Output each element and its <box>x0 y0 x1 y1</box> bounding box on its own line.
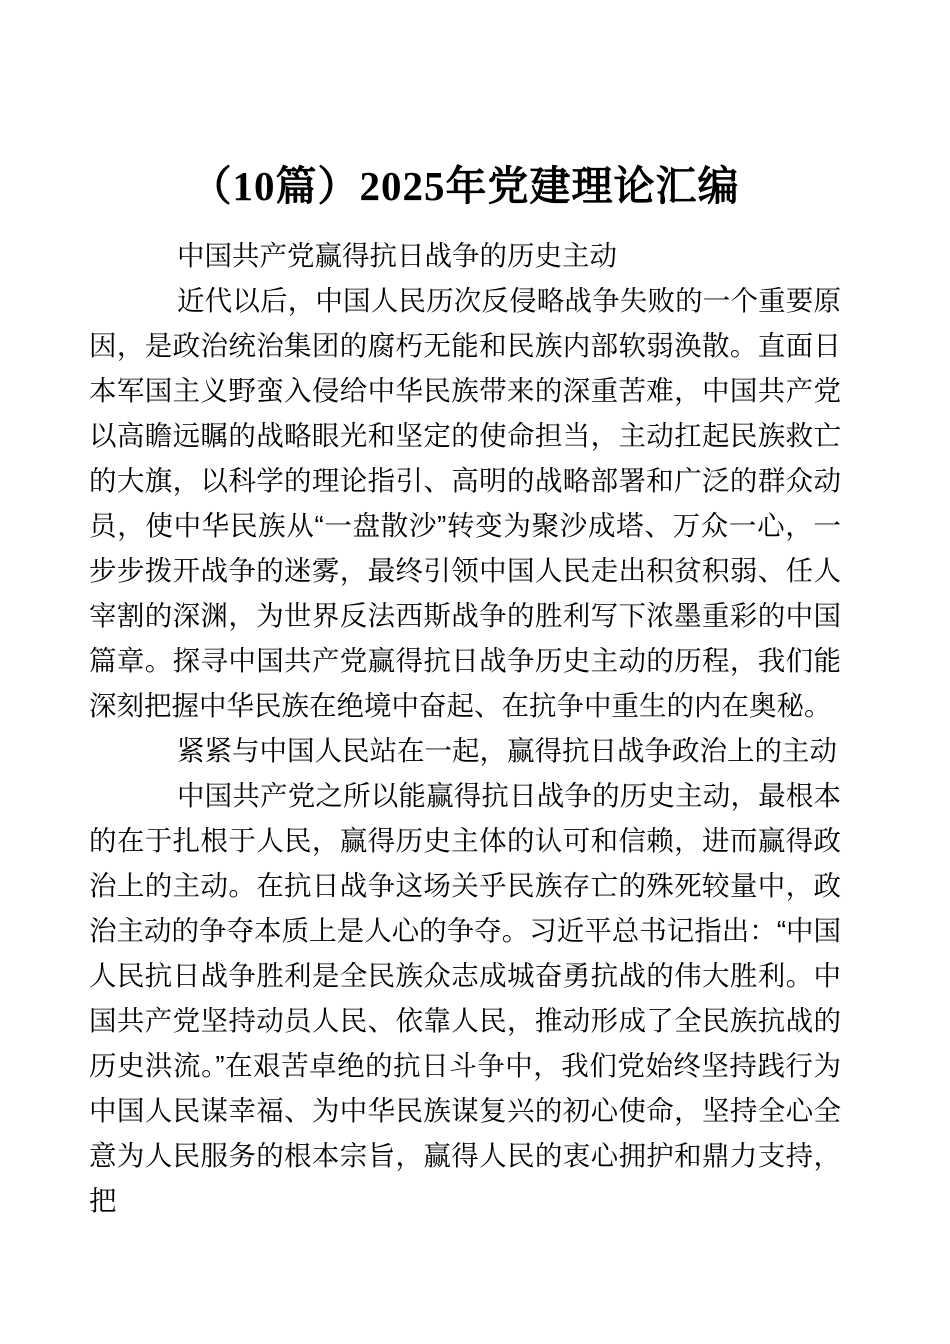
article-title-line: 中国共产党赢得抗日战争的历史主动 <box>177 240 617 271</box>
section-heading-line: 紧紧与中国人民站在一起，赢得抗日战争政治上的主动 <box>177 735 837 766</box>
document-title: （10篇）2025年党建理论汇编 <box>190 163 740 209</box>
body-paragraph: 中国共产党之所以能赢得抗日战争的历史主动，最根本的在于扎根于人民，赢得历史主体的认可和信赖，进而赢得政治上的主动。在抗日战争这场关乎民族存亡的殊死较量中，政治主动的争夺本质上是人心的争夺。习近平总书记指出：“中国人民抗日战争胜利是全民族众志成城奋勇抗战的伟大胜利。中国共产党坚持动员人民、依靠人民，推动形成了全民族抗战的历史洪流。”在艰苦卓绝的抗日斗争中，我们党始终坚持践行为中国人民谋幸福、为中华民族谋复兴的初心使命，坚持全心全意为人民服务的根本宗旨，赢得人民的衷心拥护和鼎力支持，把 <box>89 780 841 1216</box>
document-content <box>89 0 841 1223</box>
body-paragraph: 近代以后，中国人民历次反侵略战争失败的一个重要原因，是政治统治集团的腐朽无能和民族内部软弱涣散。直面日本军国主义野蛮入侵给中华民族带来的深重苦难，中国共产党以高瞻远瞩的战略眼光和坚定的使命担当，主动扛起民族救亡的大旗，以科学的理论指引、高明的战略部署和广泛的群众动员，使中华民族从“一盘散沙”转变为聚沙成塔、万众一心，一步步拨开战争的迷雾，最终引领中国人民走出积贫积弱、任人宰割的深渊，为世界反法西斯战争的胜利写下浓墨重彩的中国篇章。探寻中国共产党赢得抗日战争历史主动的历程，我们能深刻把握中华民族在绝境中奋起、在抗争中重生的内在奥秘。 <box>89 285 841 721</box>
